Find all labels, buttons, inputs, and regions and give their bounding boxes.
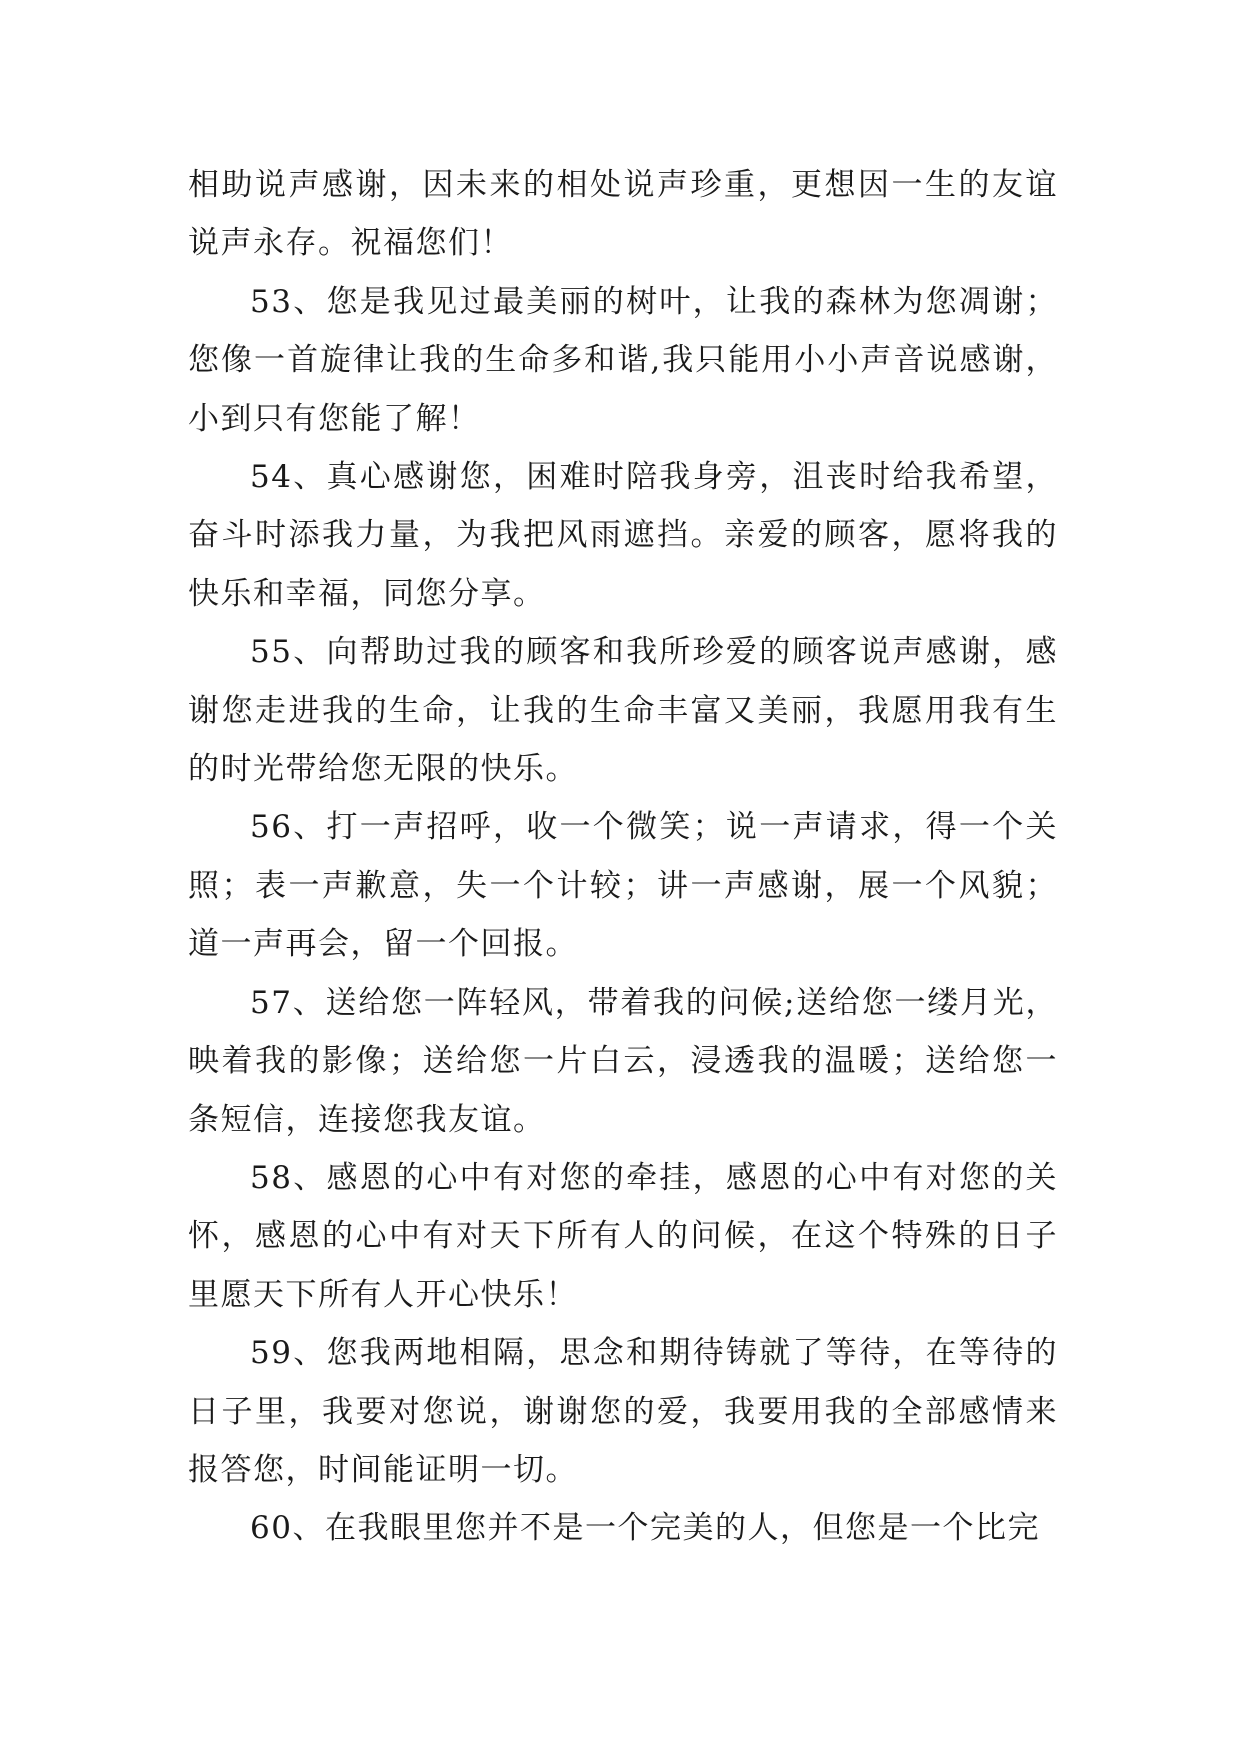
paragraph-54: 54、真心感谢您，困难时陪我身旁，沮丧时给我希望，奋斗时添我力量，为我把风雨遮挡。亲爱的顾客，愿将我的快乐和幸福，同您分享。 [188,459,1058,612]
paragraph-59: 59、您我两地相隔，思念和期待铸就了等待，在等待的日子里，我要对您说，谢谢您的爱，我要用我的全部感情来报答您，时间能证明一切。 [188,1335,1058,1488]
document-body [188,156,1058,1558]
paragraph-60: 60、在我眼里您并不是一个完美的人，但您是一个比完 [250,1510,1040,1547]
paragraph-53: 53、您是我见过最美丽的树叶，让我的森林为您凋谢；您像一首旋律让我的生命多和谐,我只能用小小声音说感谢，小到只有您能了解！ [188,283,1058,437]
paragraph-continuation: 相助说声感谢，因未来的相处说声珍重，更想因一生的友谊说声永存。祝福您们！ [188,167,1058,262]
paragraph-58: 58、感恩的心中有对您的牵挂，感恩的心中有对您的关怀，感恩的心中有对天下所有人的问候，在这个特殊的日子里愿天下所有人开心快乐！ [188,1159,1058,1313]
paragraph-57: 57、送给您一阵轻风，带着我的问候;送给您一缕月光，映着我的影像；送给您一片白云，浸透我的温暖；送给您一条短信，连接您我友谊。 [188,984,1058,1138]
paragraph-56: 56、打一声招呼，收一个微笑；说一声请求，得一个关照；表一声歉意，失一个计较；讲一声感谢，展一个风貌；道一声再会，留一个回报。 [188,809,1058,963]
paragraph-55: 55、向帮助过我的顾客和我所珍爱的顾客说声感谢，感谢您走进我的生命，让我的生命丰富又美丽，我愿用我有生的时光带给您无限的快乐。 [188,634,1058,788]
